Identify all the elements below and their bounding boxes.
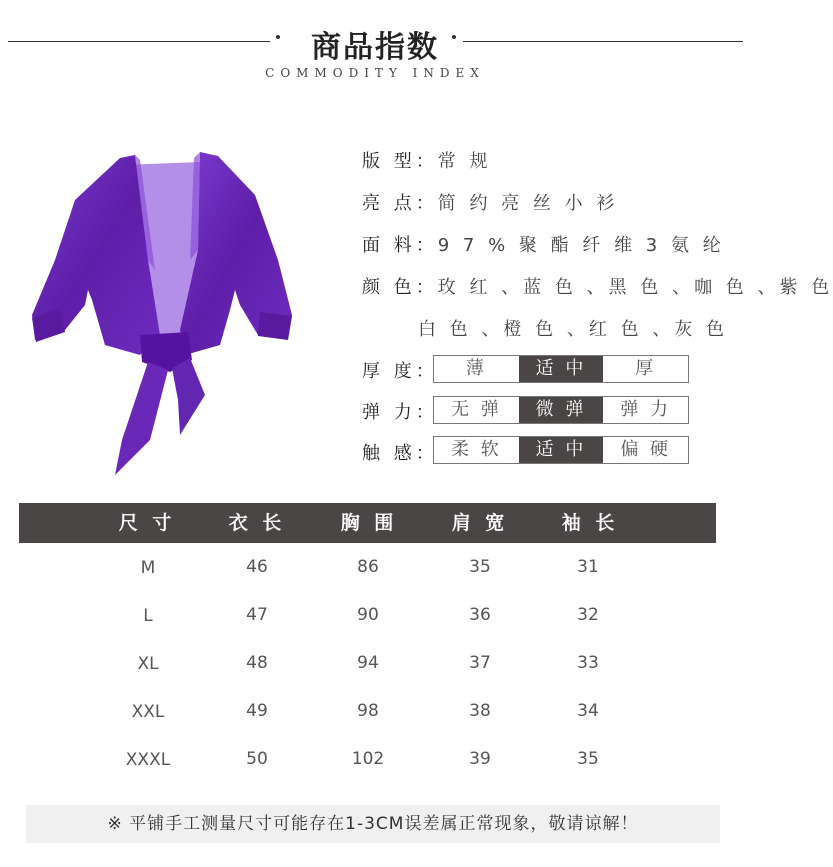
table-cell: 98 bbox=[357, 701, 379, 721]
table-cell: 49 bbox=[246, 701, 268, 721]
table-cell: 90 bbox=[357, 605, 379, 625]
spec-row-fit bbox=[362, 147, 491, 173]
table-cell: 35 bbox=[577, 749, 599, 769]
table-cell: M bbox=[140, 558, 156, 578]
spec-value: 白 色 、橙 色 、红 色 、灰 色 bbox=[418, 319, 729, 340]
table-cell: 34 bbox=[577, 701, 599, 721]
col-header-sleeve: 袖 长 bbox=[561, 512, 619, 534]
spec-value: 常 规 bbox=[437, 151, 492, 172]
table-cell: 39 bbox=[469, 749, 491, 769]
rating-option: 偏 硬 bbox=[620, 439, 672, 460]
col-header-length: 衣 长 bbox=[228, 512, 286, 534]
spec-row-color-cont bbox=[418, 315, 728, 341]
table-cell: XXL bbox=[131, 702, 165, 722]
table-cell: 86 bbox=[357, 557, 379, 577]
rating-label-elasticity: 弹 力： bbox=[362, 402, 438, 423]
col-header-shoulder: 肩 宽 bbox=[451, 512, 509, 534]
table-cell: 46 bbox=[246, 557, 268, 577]
table-cell: 33 bbox=[577, 653, 599, 673]
col-header-size: 尺 寸 bbox=[118, 512, 176, 534]
page-subtitle: COMMODITY INDEX bbox=[265, 66, 485, 80]
table-cell: 37 bbox=[469, 653, 491, 673]
rating-option-selected: 适 中 bbox=[519, 356, 604, 382]
spec-value: 简 约 亮 丝 小 衫 bbox=[437, 193, 619, 214]
spec-value: 玫 红 、蓝 色 、黑 色 、咖 色 、紫 色 bbox=[437, 277, 833, 298]
table-cell: 36 bbox=[469, 605, 491, 625]
rating-elasticity bbox=[433, 396, 689, 424]
rating-label-thickness: 厚 度： bbox=[362, 361, 438, 382]
header-rule-right bbox=[463, 41, 743, 42]
rating-option: 弹 力 bbox=[620, 399, 672, 420]
rating-label-touch: 触 感： bbox=[362, 443, 438, 464]
spec-row-color bbox=[362, 273, 833, 299]
rating-option: 无 弹 bbox=[450, 399, 502, 420]
measurement-note: ※ 平铺手工测量尺寸可能存在1-3CM误差属正常现象，敬请谅解！ bbox=[26, 805, 720, 843]
table-cell: 50 bbox=[246, 749, 268, 769]
rating-option: 薄 bbox=[465, 358, 487, 379]
page-title: 商品指数 bbox=[311, 30, 439, 65]
table-cell: 35 bbox=[469, 557, 491, 577]
spec-key: 颜 色： bbox=[362, 277, 438, 298]
spec-key: 版 型： bbox=[362, 151, 438, 172]
rating-thickness bbox=[433, 355, 689, 383]
rating-option-selected: 适 中 bbox=[519, 437, 604, 463]
table-cell: 32 bbox=[577, 605, 599, 625]
table-cell: 47 bbox=[246, 605, 268, 625]
table-cell: L bbox=[143, 606, 153, 626]
rating-option: 厚 bbox=[635, 358, 657, 379]
rating-option-selected: 微 弹 bbox=[519, 397, 604, 423]
table-cell: 48 bbox=[246, 653, 268, 673]
table-cell: 31 bbox=[577, 557, 599, 577]
table-cell: 102 bbox=[351, 749, 385, 769]
table-cell: 38 bbox=[469, 701, 491, 721]
rating-touch bbox=[433, 436, 689, 464]
header-dot-right bbox=[452, 35, 456, 39]
spec-key: 亮 点： bbox=[362, 193, 438, 214]
spec-row-highlight bbox=[362, 189, 618, 215]
spec-row-fabric bbox=[362, 231, 725, 257]
product-image bbox=[30, 140, 300, 485]
table-cell: XL bbox=[137, 654, 159, 674]
rating-option: 柔 软 bbox=[450, 439, 502, 460]
table-cell: 94 bbox=[357, 653, 379, 673]
spec-key: 面 料： bbox=[362, 235, 438, 256]
col-header-bust: 胸 围 bbox=[340, 512, 398, 534]
table-cell: XXXL bbox=[125, 750, 171, 770]
spec-value: 9 7 % 聚 酯 纤 维 3 氨 纶 bbox=[437, 235, 725, 256]
